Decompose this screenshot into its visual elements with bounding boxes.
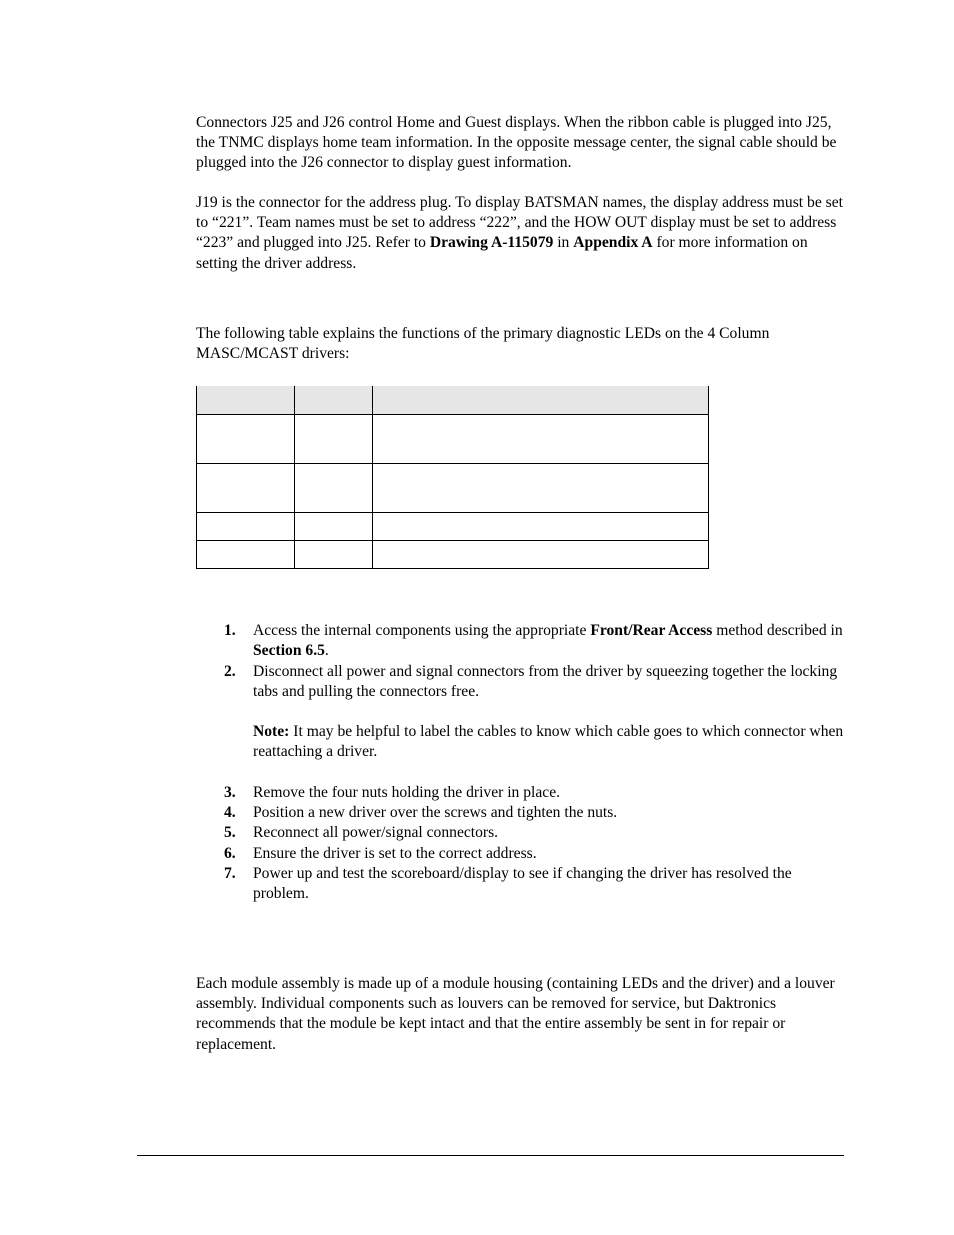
list-item — [224, 621, 844, 661]
step-text: Position a new driver over the screws and tighten the nuts. — [253, 804, 618, 821]
drawing-reference: Drawing A-115079 — [429, 234, 554, 252]
table-cell — [373, 415, 709, 464]
table-cell — [295, 464, 373, 513]
list-item — [224, 803, 844, 823]
diagnostic-led-table — [196, 386, 709, 569]
step-number: 6. — [224, 845, 236, 862]
step-text: Power up and test the scoreboard/display to see if changing the driver has resolved the problem. — [253, 865, 792, 903]
list-item — [224, 864, 844, 904]
table-cell — [197, 513, 295, 541]
list-item — [224, 823, 844, 843]
list-item — [224, 783, 844, 803]
table-cell — [197, 415, 295, 464]
text: Access the internal components using the appropriate — [253, 622, 591, 639]
section-reference: Section 6.5 — [253, 642, 325, 660]
access-reference: Front/Rear Access — [590, 622, 713, 639]
table-cell — [373, 386, 709, 415]
table-cell — [295, 386, 373, 415]
table-cell — [295, 541, 373, 569]
text: method described in — [712, 622, 843, 639]
table-row — [197, 513, 709, 541]
step-text — [253, 621, 844, 661]
table-cell — [373, 541, 709, 569]
appendix-reference: Appendix A — [573, 234, 653, 252]
paragraph-module-assembly: Each module assembly is made up of a module housing (containing LEDs and the driver) and a louver assembly. Individual components such as louvers can be removed for service, but Daktronics recommends that the module be kept intact and that the entire assembly be sent in for repair or replacement. — [196, 975, 835, 1053]
table-cell — [197, 386, 295, 415]
table-row — [197, 541, 709, 569]
list-item — [224, 662, 844, 702]
note — [224, 722, 844, 762]
step-text: Disconnect all power and signal connectors from the driver by squeezing together the locking tabs and pulling the connectors free. — [253, 663, 838, 701]
table-cell — [373, 464, 709, 513]
paragraph-table-intro: The following table explains the functions of the primary diagnostic LEDs on the 4 Column MASC/MCAST drivers: — [196, 325, 770, 363]
table-cell — [197, 464, 295, 513]
text: It may be helpful to label the cables to know which cable goes to which connector when reattaching a driver. — [253, 723, 844, 761]
step-number: 5. — [224, 824, 236, 841]
list-item — [224, 844, 844, 864]
paragraph-address — [196, 193, 846, 274]
step-number: 4. — [224, 804, 236, 821]
step-text: Reconnect all power/signal connectors. — [253, 824, 499, 841]
table-cell — [373, 513, 709, 541]
text: J19 is the connector for the address plug. To display BATSMAN names, the display address must be set to “221”. Team names must be set to address “222”, and the HOW OUT display must be set to address “223” and plugged into J25. Refer to — [196, 194, 843, 252]
table-row — [197, 415, 709, 464]
text: in — [553, 234, 574, 252]
step-text: Remove the four nuts holding the driver in place. — [253, 784, 561, 801]
text: for more information on setting the driver address. — [196, 234, 808, 272]
table-row — [197, 464, 709, 513]
step-number: 2. — [224, 663, 236, 680]
text: . — [324, 642, 329, 660]
note-label: Note: — [253, 723, 290, 740]
step-text: Ensure the driver is set to the correct address. — [253, 845, 537, 862]
paragraph-connectors: Connectors J25 and J26 control Home and Guest displays. When the ribbon cable is plugged into J25, the TNMC displays home team information. In the opposite message center, the signal cable should be plugged into the J26 connector to display guest information. — [196, 114, 837, 172]
table-header-row — [197, 386, 709, 415]
footer-divider — [137, 1155, 844, 1156]
note-text — [253, 722, 844, 762]
step-number: 7. — [224, 865, 236, 882]
table-cell — [197, 541, 295, 569]
step-number: 1. — [224, 622, 236, 639]
table-cell — [295, 415, 373, 464]
step-number: 3. — [224, 784, 236, 801]
table-cell — [295, 513, 373, 541]
